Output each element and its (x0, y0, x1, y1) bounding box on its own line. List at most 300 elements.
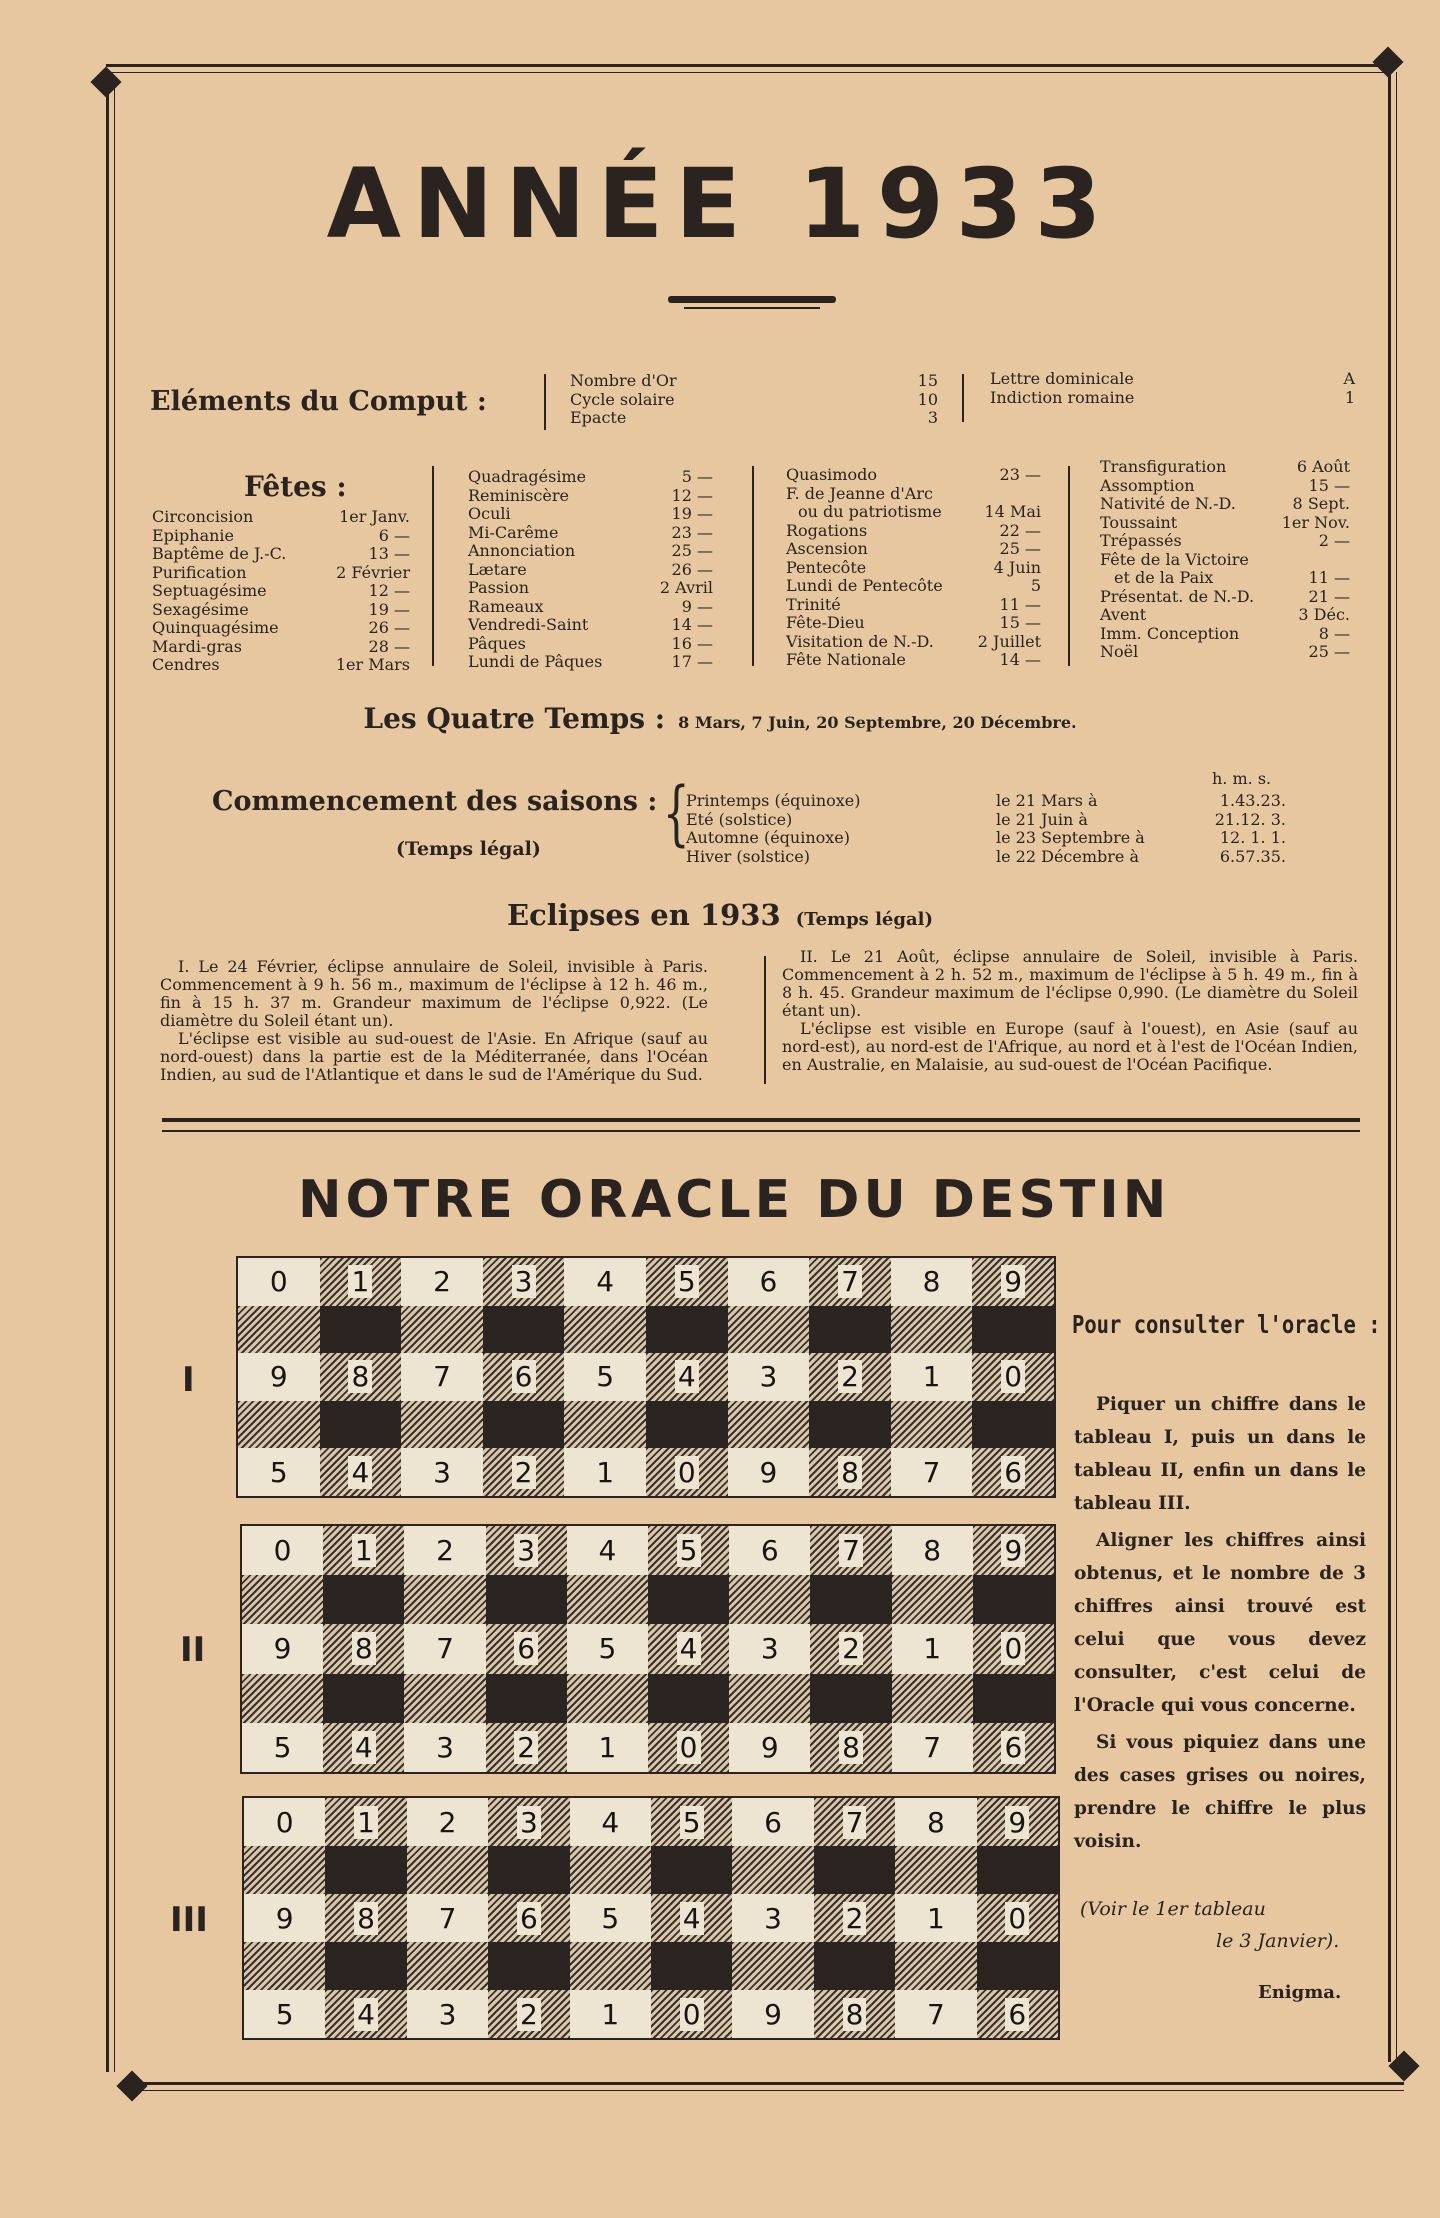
oracle-grey-cell[interactable] (564, 1306, 646, 1354)
oracle-note-line-1: (Voir le 1er tableau (1080, 1898, 1266, 1920)
fete-row: Imm. Conception 8 — (1100, 623, 1350, 643)
oracle-grey-cell[interactable] (401, 1401, 483, 1449)
frame-bottom-inner (132, 2090, 1404, 2091)
fete-row: Avent 3 Déc. (1100, 605, 1350, 624)
oracle-digit-cell[interactable] (895, 1990, 976, 2038)
oracle-black-cell[interactable] (320, 1306, 402, 1354)
comput-row: Lettre dominicale A (990, 369, 1355, 388)
oracle-digit-cell[interactable] (814, 1990, 895, 2038)
oracle-digit-cell[interactable] (483, 1448, 565, 1496)
oracle-black-cell[interactable] (320, 1401, 402, 1449)
oracle-digit-cell[interactable] (242, 1624, 323, 1673)
fete-row: Mi-Carême 23 — (468, 522, 713, 542)
oracle-digit-cell[interactable] (977, 1798, 1058, 1846)
oracle-digit-cell[interactable] (407, 1798, 488, 1846)
oracle-digit: 3 (433, 1731, 457, 1764)
oracle-grey-cell[interactable] (892, 1575, 973, 1624)
oracle-grey-cell[interactable] (238, 1306, 320, 1354)
oracle-digit-cell[interactable] (973, 1624, 1054, 1673)
oracle-grey-cell[interactable] (891, 1401, 973, 1449)
oracle-digit: 3 (517, 1806, 541, 1839)
oracle-digit: 6 (756, 1265, 780, 1298)
oracle-digit-cell[interactable] (732, 1990, 813, 2038)
oracle-digit-cell[interactable] (809, 1258, 891, 1306)
comput-row: Indiction romaine 1 (990, 387, 1355, 407)
oracle-digit-cell[interactable] (973, 1723, 1054, 1772)
oracle-digit-cell[interactable] (407, 1894, 488, 1942)
oracle-grey-cell[interactable] (244, 1846, 325, 1894)
saisons-brace: { (662, 772, 690, 854)
oracle-instruction-2: Aligner les chiffres ainsi obtenus, et le nombre de 3 chiffres ainsi trouvé est celui que vous devez consulter, c'est celui de l'Oracle qui vous concerne. (1074, 1530, 1366, 1716)
oracle-digit: 0 (680, 1998, 704, 2031)
oracle-grey-cell[interactable] (729, 1674, 810, 1723)
oracle-digit-cell[interactable] (486, 1723, 567, 1772)
oracle-digit: 1 (593, 1456, 617, 1489)
oracle-digit-cell[interactable] (401, 1353, 483, 1401)
oracle-digit-cell[interactable] (646, 1258, 728, 1306)
oracle-digit: 9 (273, 1902, 297, 1935)
oracle-grey-cell[interactable] (244, 1942, 325, 1990)
oracle-black-cell[interactable] (977, 1846, 1058, 1894)
oracle-digit: 6 (758, 1534, 782, 1567)
fete-row: F. de Jeanne d'Arc (786, 483, 933, 503)
oracle-black-cell[interactable] (651, 1942, 732, 1990)
oracle-black-cell[interactable] (973, 1674, 1054, 1723)
oracle-digit-cell[interactable] (648, 1723, 729, 1772)
saisons-units: h. m. s. (1212, 769, 1272, 788)
oracle-digit-cell[interactable] (404, 1723, 485, 1772)
oracle-digit-cell[interactable] (323, 1624, 404, 1673)
oracle-digit: 3 (758, 1632, 782, 1665)
oracle-digit-cell[interactable] (729, 1624, 810, 1673)
fete-row: Nativité de N.-D. 8 Sept. (1100, 494, 1350, 513)
oracle-black-cell[interactable] (488, 1846, 569, 1894)
oracle-digit: 4 (354, 1998, 378, 2031)
oracle-digit-cell[interactable] (323, 1723, 404, 1772)
oracle-digit: 3 (512, 1265, 536, 1298)
oracle-digit: 5 (273, 1998, 297, 2031)
oracle-black-cell[interactable] (814, 1846, 895, 1894)
oracle-digit-cell[interactable] (483, 1258, 565, 1306)
oracle-digit-cell[interactable] (729, 1526, 810, 1575)
oracle-grey-cell[interactable] (567, 1575, 648, 1624)
section-separator (162, 1118, 1360, 1122)
oracle-digit-cell[interactable] (486, 1624, 567, 1673)
oracle-digit-cell[interactable] (320, 1258, 402, 1306)
oracle-digit-cell[interactable] (238, 1448, 320, 1496)
fete-row: Présentat. de N.-D. 21 — (1100, 586, 1350, 606)
oracle-digit: 2 (517, 1998, 541, 2031)
oracle-digit-cell[interactable] (320, 1353, 402, 1401)
fete-row: Circoncision 1er Janv. (152, 507, 410, 526)
saisons-subheading: (Temps légal) (396, 838, 541, 860)
oracle-digit-cell[interactable] (244, 1990, 325, 2038)
comput-divider (962, 374, 964, 422)
oracle-digit-cell[interactable] (325, 1798, 406, 1846)
oracle-digit: 8 (354, 1902, 378, 1935)
oracle-grey-cell[interactable] (732, 1846, 813, 1894)
oracle-digit-cell[interactable] (809, 1448, 891, 1496)
oracle-digit-cell[interactable] (404, 1526, 485, 1575)
eclipse-2-paragraph: II. Le 21 Août, éclipse annulaire de Soleil, invisible à Paris. Commencement à 2 h. 52 m., maximum de l'éclipse à 5 h. 49 m., fin à 8 h. 45. Grandeur maximum de l'éclipse 0,990. (Le diamètre du Soleil étant un). (782, 947, 1358, 1020)
oracle-digit-cell[interactable] (242, 1526, 323, 1575)
oracle-digit: 7 (430, 1360, 454, 1393)
oracle-digit: 8 (843, 1998, 867, 2031)
oracle-grey-cell[interactable] (404, 1575, 485, 1624)
oracle-digit-cell[interactable] (570, 1894, 651, 1942)
fetes-divider (752, 466, 754, 666)
oracle-table (242, 1796, 1060, 2040)
oracle-digit-cell[interactable] (729, 1723, 810, 1772)
oracle-digit: 8 (348, 1360, 372, 1393)
oracle-black-cell[interactable] (973, 1575, 1054, 1624)
comput-row: Epacte 3 (570, 408, 938, 427)
saison-row: Printemps (équinoxe) le 21 Mars à 1.43.23. (686, 791, 1286, 810)
oracle-digit-cell[interactable] (486, 1526, 567, 1575)
oracle-grey-cell[interactable] (564, 1401, 646, 1449)
oracle-grey-cell[interactable] (238, 1401, 320, 1449)
oracle-digit-cell[interactable] (567, 1624, 648, 1673)
oracle-digit-cell[interactable] (564, 1448, 646, 1496)
oracle-digit-cell[interactable] (814, 1798, 895, 1846)
oracle-black-cell[interactable] (483, 1401, 565, 1449)
oracle-digit: 0 (1005, 1902, 1029, 1935)
oracle-digit-cell[interactable] (977, 1990, 1058, 2038)
oracle-black-cell[interactable] (483, 1306, 565, 1354)
oracle-grey-cell[interactable] (242, 1575, 323, 1624)
oracle-grey-cell[interactable] (895, 1942, 976, 1990)
oracle-digit-cell[interactable] (407, 1990, 488, 2038)
title-underline-thin (684, 307, 820, 309)
oracle-digit-cell[interactable] (972, 1258, 1054, 1306)
oracle-grey-cell[interactable] (407, 1846, 488, 1894)
oracle-black-cell[interactable] (323, 1575, 404, 1624)
oracle-digit-cell[interactable] (238, 1353, 320, 1401)
oracle-digit-cell[interactable] (325, 1990, 406, 2038)
oracle-digit-cell[interactable] (728, 1353, 810, 1401)
oracle-digit-cell[interactable] (564, 1258, 646, 1306)
oracle-black-cell[interactable] (972, 1401, 1054, 1449)
fete-row: et de la Paix 11 — (1114, 568, 1350, 587)
oracle-digit: 2 (514, 1731, 538, 1764)
oracle-black-cell[interactable] (325, 1942, 406, 1990)
oracle-black-cell[interactable] (814, 1942, 895, 1990)
oracle-digit: 7 (843, 1806, 867, 1839)
oracle-digit-cell[interactable] (895, 1798, 976, 1846)
oracle-digit-cell[interactable] (977, 1894, 1058, 1942)
oracle-digit: 5 (598, 1902, 622, 1935)
oracle-grey-cell[interactable] (407, 1942, 488, 1990)
eclipses-divider (764, 956, 766, 1084)
oracle-digit: 1 (920, 1632, 944, 1665)
oracle-digit: 0 (273, 1806, 297, 1839)
eclipse-1-visibility: L'éclipse est visible au sud-ouest de l'Asie. En Afrique (sauf au nord-ouest) dans la partie est de la Méditerranée, dans l'Océan Indien, au sud de l'Atlantique et dans le sud de l'Amérique du Sud. (160, 1029, 708, 1084)
oracle-digit: 9 (756, 1456, 780, 1489)
frame-left (106, 82, 109, 2072)
fete-row: Trinité 11 — (786, 594, 1041, 614)
comput-heading: Eléments du Comput : (150, 386, 487, 417)
oracle-grey-cell[interactable] (401, 1306, 483, 1354)
oracle-black-cell[interactable] (810, 1674, 891, 1723)
saison-row: Eté (solstice) le 21 Juin à 21.12. 3. (686, 809, 1286, 829)
oracle-digit: 6 (517, 1902, 541, 1935)
oracle-grey-cell[interactable] (242, 1674, 323, 1723)
oracle-digit: 8 (920, 1265, 944, 1298)
oracle-digit: 5 (267, 1456, 291, 1489)
oracle-grey-cell[interactable] (728, 1401, 810, 1449)
oracle-table (240, 1524, 1056, 1774)
fete-row: Reminiscère 12 — (468, 485, 713, 505)
oracle-digit: 4 (352, 1731, 376, 1764)
fete-row: Fête Nationale 14 — (786, 650, 1041, 669)
comput-right-list (990, 370, 1355, 407)
oracle-black-cell[interactable] (648, 1575, 729, 1624)
oracle-digit: 1 (598, 1998, 622, 2031)
fete-row: Transfiguration 6 Août (1100, 457, 1350, 476)
oracle-digit-cell[interactable] (401, 1258, 483, 1306)
fete-row: Toussaint 1er Nov. (1100, 512, 1350, 532)
oracle-digit: 8 (920, 1534, 944, 1567)
fete-row: Sexagésime 19 — (152, 599, 410, 619)
oracle-black-cell[interactable] (486, 1674, 567, 1723)
oracle-digit: 4 (680, 1902, 704, 1935)
oracle-digit-cell[interactable] (564, 1353, 646, 1401)
oracle-digit-cell[interactable] (892, 1526, 973, 1575)
oracle-black-cell[interactable] (809, 1306, 891, 1354)
eclipses-title (0, 898, 1440, 932)
oracle-digit-cell[interactable] (567, 1526, 648, 1575)
fete-row: Pâques 16 — (468, 633, 713, 653)
oracle-digit-cell[interactable] (814, 1894, 895, 1942)
oracle-digit-cell[interactable] (320, 1448, 402, 1496)
frame-right (1388, 72, 1391, 2062)
oracle-digit: 7 (920, 1731, 944, 1764)
oracle-table-label: III (170, 1900, 208, 1940)
oracle-digit-cell[interactable] (728, 1448, 810, 1496)
eclipses-subheading: (Temps légal) (795, 909, 933, 930)
oracle-grey-cell[interactable] (732, 1942, 813, 1990)
oracle-digit-cell[interactable] (651, 1894, 732, 1942)
fete-row: Passion 2 Avril (468, 578, 713, 597)
oracle-digit-cell[interactable] (810, 1624, 891, 1673)
oracle-digit: 7 (920, 1456, 944, 1489)
oracle-digit-cell[interactable] (567, 1723, 648, 1772)
oracle-digit-cell[interactable] (488, 1990, 569, 2038)
oracle-digit: 5 (680, 1806, 704, 1839)
frame-right-inner (1396, 72, 1397, 2062)
oracle-instruction-1: Piquer un chiffre dans le tableau I, puis un dans le tableau II, enfin un dans le tableau III. (1074, 1394, 1366, 1514)
oracle-black-cell[interactable] (486, 1575, 567, 1624)
comput-divider (544, 374, 546, 430)
oracle-digit: 5 (675, 1265, 699, 1298)
oracle-digit: 9 (1001, 1265, 1025, 1298)
oracle-digit: 2 (843, 1902, 867, 1935)
oracle-black-cell[interactable] (646, 1401, 728, 1449)
oracle-signature: Enigma. (1258, 1982, 1342, 2003)
oracle-digit-cell[interactable] (242, 1723, 323, 1772)
oracle-digit: 3 (514, 1534, 538, 1567)
oracle-digit-cell[interactable] (244, 1894, 325, 1942)
oracle-grey-cell[interactable] (891, 1306, 973, 1354)
oracle-black-cell[interactable] (648, 1674, 729, 1723)
oracle-digit-cell[interactable] (646, 1353, 728, 1401)
oracle-grey-cell[interactable] (895, 1846, 976, 1894)
oracle-digit: 4 (598, 1806, 622, 1839)
fete-row: ou du patriotisme 14 Mai (798, 502, 1041, 521)
oracle-digit-cell[interactable] (728, 1258, 810, 1306)
oracle-digit-cell[interactable] (646, 1448, 728, 1496)
oracle-digit: 4 (348, 1456, 372, 1489)
comput-left-list (570, 372, 938, 428)
oracle-digit-cell[interactable] (570, 1990, 651, 2038)
oracle-black-cell[interactable] (810, 1575, 891, 1624)
fetes-col-4 (1100, 458, 1350, 662)
oracle-digit: 6 (1005, 1998, 1029, 2031)
oracle-digit: 9 (758, 1731, 782, 1764)
oracle-digit: 6 (1001, 1731, 1025, 1764)
oracle-digit-cell[interactable] (891, 1258, 973, 1306)
oracle-black-cell[interactable] (809, 1401, 891, 1449)
oracle-grey-cell[interactable] (729, 1575, 810, 1624)
oracle-digit-cell[interactable] (810, 1723, 891, 1772)
oracle-digit-cell[interactable] (325, 1894, 406, 1942)
oracle-digit-cell[interactable] (648, 1526, 729, 1575)
oracle-digit-cell[interactable] (809, 1353, 891, 1401)
oracle-digit-cell[interactable] (891, 1448, 973, 1496)
oracle-digit: 2 (512, 1456, 536, 1489)
oracle-digit-cell[interactable] (238, 1258, 320, 1306)
oracle-digit-cell[interactable] (972, 1448, 1054, 1496)
oracle-digit-cell[interactable] (732, 1798, 813, 1846)
oracle-grey-cell[interactable] (570, 1942, 651, 1990)
oracle-digit-cell[interactable] (892, 1624, 973, 1673)
quatre-temps-label: Les Quatre Temps : (363, 702, 666, 735)
fete-row: Fête de la Victoire (1100, 549, 1249, 569)
oracle-black-cell[interactable] (972, 1306, 1054, 1354)
oracle-instructions-title: Pour consulter l'oracle : (1072, 1310, 1381, 1339)
oracle-digit: 6 (512, 1360, 536, 1393)
fete-row: Quinquagésime 26 — (152, 618, 410, 637)
oracle-digit: 8 (352, 1632, 376, 1665)
oracle-digit-cell[interactable] (732, 1894, 813, 1942)
oracle-black-cell[interactable] (977, 1942, 1058, 1990)
frame-top (106, 64, 1388, 67)
oracle-digit: 3 (430, 1456, 454, 1489)
oracle-grey-cell[interactable] (892, 1674, 973, 1723)
oracle-digit-cell[interactable] (488, 1798, 569, 1846)
oracle-grey-cell[interactable] (728, 1306, 810, 1354)
oracle-digit: 3 (436, 1998, 460, 2031)
section-separator-thin (162, 1130, 1360, 1132)
fete-row: Baptême de J.-C. 13 — (152, 544, 410, 563)
oracle-digit-cell[interactable] (488, 1894, 569, 1942)
oracle-digit: 6 (761, 1806, 785, 1839)
oracle-digit: 7 (436, 1902, 460, 1935)
frame-top-inner (106, 72, 1388, 73)
oracle-black-cell[interactable] (323, 1674, 404, 1723)
oracle-black-cell[interactable] (325, 1846, 406, 1894)
oracle-grey-cell[interactable] (404, 1674, 485, 1723)
oracle-digit-cell[interactable] (895, 1894, 976, 1942)
fete-row: Oculi 19 — (468, 504, 713, 523)
oracle-grey-cell[interactable] (567, 1674, 648, 1723)
oracle-digit-cell[interactable] (404, 1624, 485, 1673)
fete-row: Trépassés 2 — (1100, 531, 1350, 550)
oracle-digit: 6 (1001, 1456, 1025, 1489)
oracle-digit: 8 (839, 1731, 863, 1764)
oracle-digit-cell[interactable] (810, 1526, 891, 1575)
oracle-digit-cell[interactable] (323, 1526, 404, 1575)
eclipses-heading: Eclipses en 1933 (507, 898, 781, 932)
oracle-digit: 1 (920, 1360, 944, 1393)
fete-row: Quasimodo 23 — (786, 465, 1041, 484)
frame-bottom (132, 2082, 1404, 2085)
oracle-digit-cell[interactable] (891, 1353, 973, 1401)
oracle-digit: 1 (348, 1265, 372, 1298)
fetes-col-1 (152, 508, 410, 675)
fete-row: Ascension 25 — (786, 539, 1041, 558)
fete-row: Lundi de Pentecôte 5 (786, 576, 1041, 595)
oracle-digit: 5 (593, 1360, 617, 1393)
page-title: ANNÉE 1933 (326, 148, 1114, 260)
oracle-digit: 2 (430, 1265, 454, 1298)
oracle-digit: 7 (838, 1265, 862, 1298)
oracle-digit-cell[interactable] (483, 1353, 565, 1401)
fete-row: Purification 2 Février (152, 562, 410, 582)
oracle-digit: 8 (924, 1806, 948, 1839)
oracle-digit: 9 (1001, 1534, 1025, 1567)
oracle-digit-cell[interactable] (570, 1798, 651, 1846)
fete-row: Septuagésime 12 — (152, 581, 410, 600)
oracle-black-cell[interactable] (651, 1846, 732, 1894)
quatre-temps-dates: 8 Mars, 7 Juin, 20 Septembre, 20 Décembre. (678, 713, 1077, 732)
oracle-digit-cell[interactable] (973, 1526, 1054, 1575)
oracle-digit: 7 (924, 1998, 948, 2031)
title-underline (668, 296, 836, 303)
oracle-digit-cell[interactable] (651, 1798, 732, 1846)
oracle-black-cell[interactable] (646, 1306, 728, 1354)
oracle-digit: 5 (595, 1632, 619, 1665)
oracle-digit-cell[interactable] (892, 1723, 973, 1772)
oracle-table (236, 1256, 1056, 1498)
fetes-col-3 (786, 466, 1041, 670)
fetes-heading: Fêtes : (244, 470, 347, 503)
oracle-digit: 5 (677, 1534, 701, 1567)
oracle-black-cell[interactable] (488, 1942, 569, 1990)
fete-row: Lætare 26 — (468, 559, 713, 579)
oracle-digit-cell[interactable] (401, 1448, 483, 1496)
fetes-col-2 (468, 468, 713, 672)
oracle-digit-cell[interactable] (244, 1798, 325, 1846)
oracle-digit: 0 (1001, 1360, 1025, 1393)
fete-row: Rameaux 9 — (468, 596, 713, 616)
fete-row: Noël 25 — (1100, 642, 1350, 661)
oracle-digit-cell[interactable] (648, 1624, 729, 1673)
oracle-grey-cell[interactable] (570, 1846, 651, 1894)
frame-left-inner (114, 82, 115, 2072)
oracle-digit: 9 (761, 1998, 785, 2031)
oracle-digit: 4 (675, 1360, 699, 1393)
oracle-digit: 9 (267, 1360, 291, 1393)
comput-row: Cycle solaire 10 (570, 389, 938, 409)
oracle-digit: 4 (593, 1265, 617, 1298)
oracle-digit: 0 (675, 1456, 699, 1489)
oracle-digit-cell[interactable] (972, 1353, 1054, 1401)
fete-row: Rogations 22 — (786, 520, 1041, 540)
oracle-digit: 0 (1001, 1632, 1025, 1665)
oracle-digit-cell[interactable] (651, 1990, 732, 2038)
eclipse-1-paragraph: I. Le 24 Février, éclipse annulaire de Soleil, invisible à Paris. Commencement à 9 h. 56 m., maximum de l'éclipse à 12 h. 46 m., fin à 15 h. 37 m. Grandeur maximum de l'éclipse 0,922. (Le diamètre du Soleil étant un). (160, 957, 708, 1030)
